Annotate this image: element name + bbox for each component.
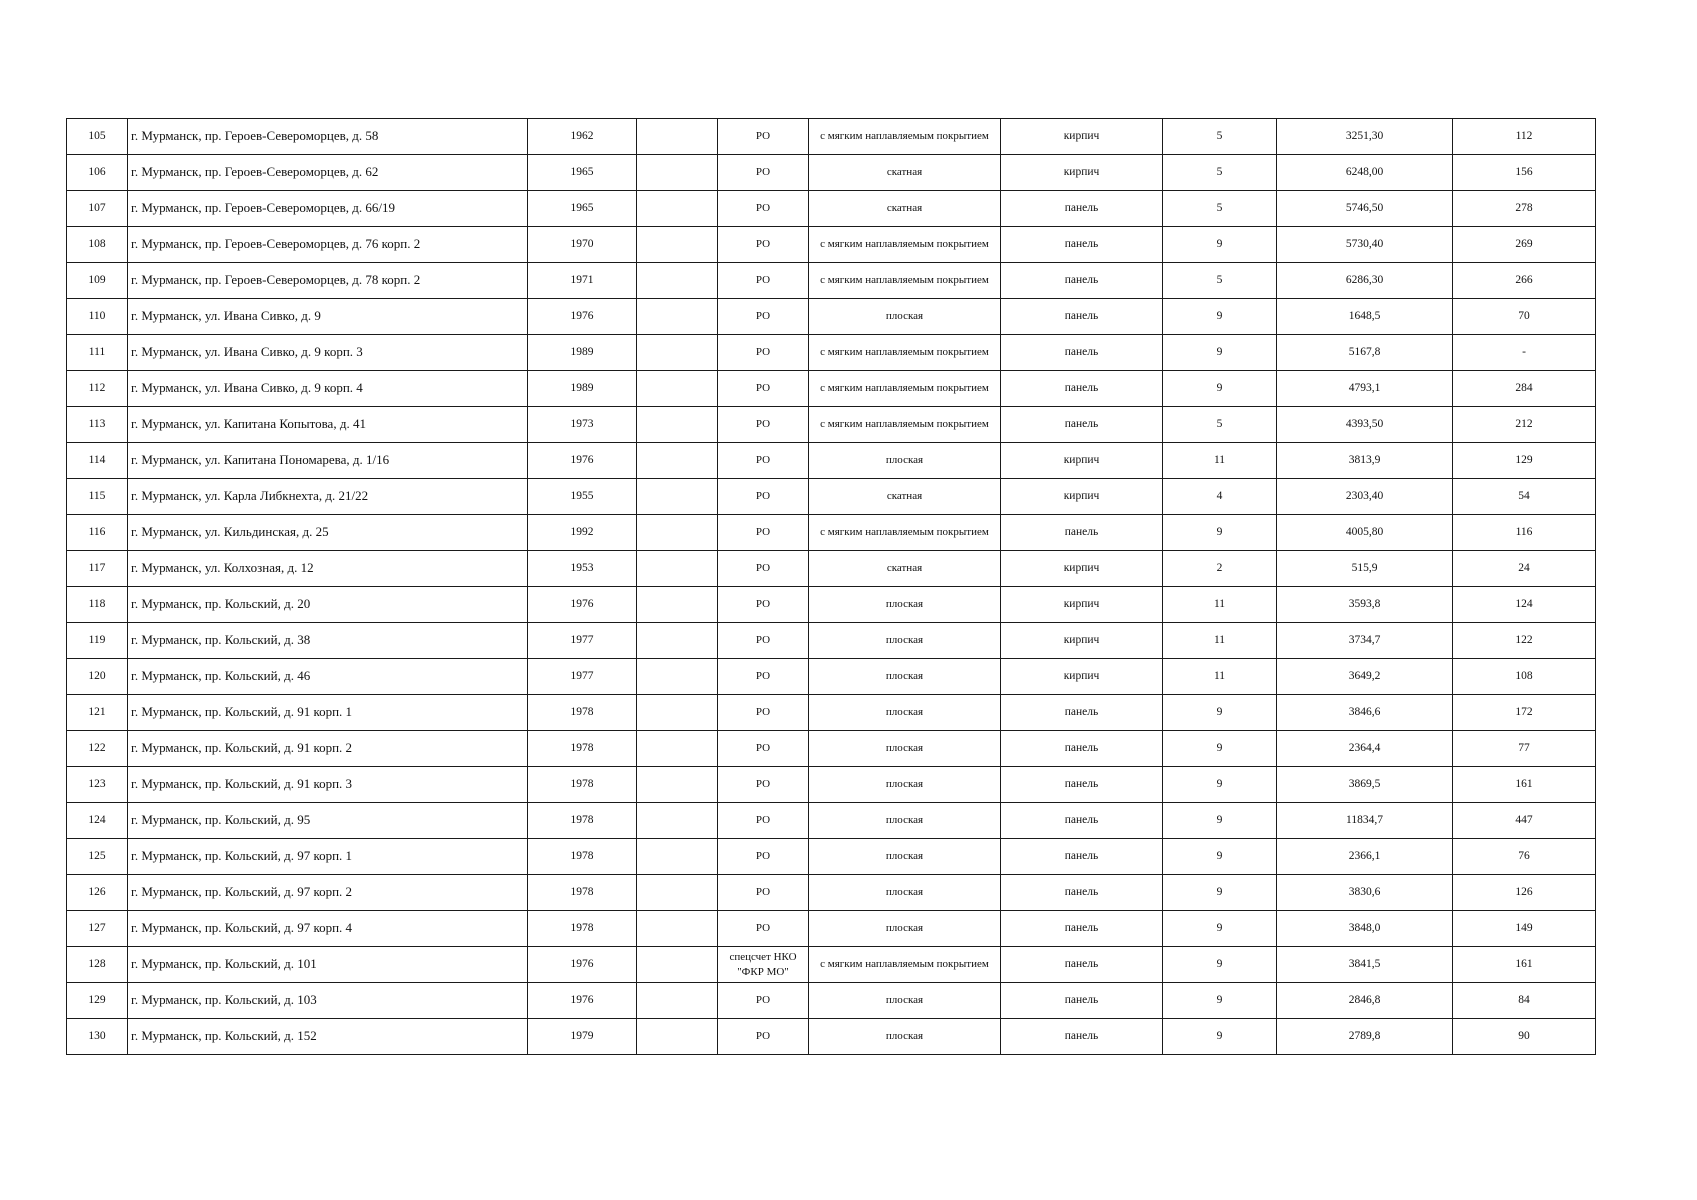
table-row (67, 119, 1596, 155)
wall-material-cell: кирпич (1001, 623, 1163, 659)
build-year-cell: 1989 (528, 335, 637, 371)
fund-method-cell: РО (718, 227, 809, 263)
build-year-cell: 1976 (528, 983, 637, 1019)
residents-cell: 126 (1453, 875, 1596, 911)
row-number-cell: 120 (67, 659, 128, 695)
floors-cell: 5 (1163, 407, 1277, 443)
fund-method-cell: РО (718, 191, 809, 227)
residents-cell: 54 (1453, 479, 1596, 515)
roof-type-cell: плоская (809, 659, 1001, 695)
empty-cell (637, 299, 718, 335)
address-cell: г. Мурманск, пр. Кольский, д. 91 корп. 1 (128, 695, 528, 731)
address-cell: г. Мурманск, пр. Кольский, д. 152 (128, 1019, 528, 1055)
table-row (67, 587, 1596, 623)
table-row (67, 515, 1596, 551)
floors-cell: 9 (1163, 515, 1277, 551)
address-cell: г. Мурманск, пр. Кольский, д. 46 (128, 659, 528, 695)
area-cell: 2789,8 (1277, 1019, 1453, 1055)
area-cell: 4005,80 (1277, 515, 1453, 551)
table-row (67, 947, 1596, 983)
address-cell: г. Мурманск, ул. Колхозная, д. 12 (128, 551, 528, 587)
floors-cell: 5 (1163, 155, 1277, 191)
address-cell: г. Мурманск, пр. Кольский, д. 20 (128, 587, 528, 623)
wall-material-cell: панель (1001, 371, 1163, 407)
row-number-cell: 110 (67, 299, 128, 335)
row-number-cell: 119 (67, 623, 128, 659)
row-number-cell: 105 (67, 119, 128, 155)
floors-cell: 11 (1163, 623, 1277, 659)
table-row (67, 803, 1596, 839)
row-number-cell: 115 (67, 479, 128, 515)
floors-cell: 9 (1163, 227, 1277, 263)
row-number-cell: 113 (67, 407, 128, 443)
roof-type-cell: плоская (809, 767, 1001, 803)
area-cell: 3848,0 (1277, 911, 1453, 947)
wall-material-cell: панель (1001, 263, 1163, 299)
residents-cell: 112 (1453, 119, 1596, 155)
floors-cell: 4 (1163, 479, 1277, 515)
residents-cell: 266 (1453, 263, 1596, 299)
row-number-cell: 126 (67, 875, 128, 911)
empty-cell (637, 983, 718, 1019)
address-cell: г. Мурманск, пр. Кольский, д. 97 корп. 1 (128, 839, 528, 875)
row-number-cell: 128 (67, 947, 128, 983)
roof-type-cell: с мягким наплавляемым покрытием (809, 335, 1001, 371)
wall-material-cell: панель (1001, 947, 1163, 983)
roof-type-cell: с мягким наплавляемым покрытием (809, 947, 1001, 983)
area-cell: 2303,40 (1277, 479, 1453, 515)
table-row (67, 191, 1596, 227)
fund-method-cell: спецсчет НКО "ФКР МО" (718, 947, 809, 983)
roof-type-cell: с мягким наплавляемым покрытием (809, 407, 1001, 443)
roof-type-cell: с мягким наплавляемым покрытием (809, 515, 1001, 551)
area-cell: 2366,1 (1277, 839, 1453, 875)
roof-type-cell: с мягким наплавляемым покрытием (809, 227, 1001, 263)
wall-material-cell: панель (1001, 875, 1163, 911)
fund-method-cell: РО (718, 623, 809, 659)
roof-type-cell: с мягким наплавляемым покрытием (809, 119, 1001, 155)
fund-method-cell: РО (718, 551, 809, 587)
build-year-cell: 1978 (528, 875, 637, 911)
wall-material-cell: панель (1001, 803, 1163, 839)
empty-cell (637, 335, 718, 371)
wall-material-cell: панель (1001, 335, 1163, 371)
floors-cell: 2 (1163, 551, 1277, 587)
empty-cell (637, 911, 718, 947)
build-year-cell: 1973 (528, 407, 637, 443)
table-row (67, 227, 1596, 263)
residents-cell: 108 (1453, 659, 1596, 695)
fund-method-cell: РО (718, 695, 809, 731)
empty-cell (637, 587, 718, 623)
fund-method-cell: РО (718, 335, 809, 371)
fund-method-cell: РО (718, 587, 809, 623)
table-row (67, 767, 1596, 803)
table-row (67, 155, 1596, 191)
address-cell: г. Мурманск, ул. Кильдинская, д. 25 (128, 515, 528, 551)
address-cell: г. Мурманск, пр. Кольский, д. 38 (128, 623, 528, 659)
address-cell: г. Мурманск, пр. Кольский, д. 91 корп. 3 (128, 767, 528, 803)
area-cell: 4393,50 (1277, 407, 1453, 443)
row-number-cell: 114 (67, 443, 128, 479)
wall-material-cell: панель (1001, 227, 1163, 263)
table-row (67, 839, 1596, 875)
roof-type-cell: скатная (809, 191, 1001, 227)
empty-cell (637, 227, 718, 263)
area-cell: 5746,50 (1277, 191, 1453, 227)
area-cell: 6248,00 (1277, 155, 1453, 191)
roof-type-cell: плоская (809, 875, 1001, 911)
address-cell: г. Мурманск, пр. Кольский, д. 101 (128, 947, 528, 983)
empty-cell (637, 155, 718, 191)
row-number-cell: 117 (67, 551, 128, 587)
table-row (67, 623, 1596, 659)
residents-cell: 116 (1453, 515, 1596, 551)
table-row (67, 731, 1596, 767)
residents-cell: 129 (1453, 443, 1596, 479)
wall-material-cell: панель (1001, 191, 1163, 227)
area-cell: 5730,40 (1277, 227, 1453, 263)
address-cell: г. Мурманск, ул. Капитана Пономарева, д. 1/16 (128, 443, 528, 479)
fund-method-cell: РО (718, 155, 809, 191)
fund-method-cell: РО (718, 443, 809, 479)
floors-cell: 9 (1163, 767, 1277, 803)
build-year-cell: 1970 (528, 227, 637, 263)
empty-cell (637, 515, 718, 551)
table-row (67, 407, 1596, 443)
address-cell: г. Мурманск, пр. Кольский, д. 97 корп. 4 (128, 911, 528, 947)
residents-cell: 212 (1453, 407, 1596, 443)
table-row (67, 659, 1596, 695)
residents-cell: 84 (1453, 983, 1596, 1019)
build-year-cell: 1976 (528, 947, 637, 983)
empty-cell (637, 119, 718, 155)
table-row (67, 695, 1596, 731)
row-number-cell: 129 (67, 983, 128, 1019)
table-row (67, 875, 1596, 911)
roof-type-cell: плоская (809, 839, 1001, 875)
residents-cell: 447 (1453, 803, 1596, 839)
empty-cell (637, 407, 718, 443)
residents-cell: 172 (1453, 695, 1596, 731)
wall-material-cell: панель (1001, 983, 1163, 1019)
table-row (67, 551, 1596, 587)
build-year-cell: 1976 (528, 443, 637, 479)
fund-method-cell: РО (718, 371, 809, 407)
wall-material-cell: панель (1001, 839, 1163, 875)
residents-cell: 156 (1453, 155, 1596, 191)
table-row (67, 371, 1596, 407)
fund-method-cell: РО (718, 983, 809, 1019)
empty-cell (637, 623, 718, 659)
residents-cell: 269 (1453, 227, 1596, 263)
roof-type-cell: плоская (809, 911, 1001, 947)
fund-method-cell: РО (718, 839, 809, 875)
residents-cell: - (1453, 335, 1596, 371)
build-year-cell: 1978 (528, 695, 637, 731)
build-year-cell: 1977 (528, 659, 637, 695)
floors-cell: 9 (1163, 731, 1277, 767)
residents-cell: 124 (1453, 587, 1596, 623)
build-year-cell: 1962 (528, 119, 637, 155)
row-number-cell: 122 (67, 731, 128, 767)
empty-cell (637, 443, 718, 479)
residents-cell: 161 (1453, 767, 1596, 803)
floors-cell: 9 (1163, 695, 1277, 731)
address-cell: г. Мурманск, ул. Капитана Копытова, д. 41 (128, 407, 528, 443)
empty-cell (637, 947, 718, 983)
address-cell: г. Мурманск, пр. Героев-Североморцев, д. 62 (128, 155, 528, 191)
residents-cell: 161 (1453, 947, 1596, 983)
empty-cell (637, 479, 718, 515)
fund-method-cell: РО (718, 803, 809, 839)
empty-cell (637, 767, 718, 803)
build-year-cell: 1953 (528, 551, 637, 587)
address-cell: г. Мурманск, пр. Героев-Североморцев, д. 58 (128, 119, 528, 155)
table-row (67, 911, 1596, 947)
wall-material-cell: кирпич (1001, 479, 1163, 515)
roof-type-cell: плоская (809, 803, 1001, 839)
wall-material-cell: панель (1001, 299, 1163, 335)
empty-cell (637, 875, 718, 911)
floors-cell: 5 (1163, 191, 1277, 227)
fund-method-cell: РО (718, 119, 809, 155)
fund-method-cell: РО (718, 731, 809, 767)
floors-cell: 9 (1163, 1019, 1277, 1055)
row-number-cell: 108 (67, 227, 128, 263)
residents-cell: 24 (1453, 551, 1596, 587)
area-cell: 3813,9 (1277, 443, 1453, 479)
fund-method-cell: РО (718, 515, 809, 551)
address-cell: г. Мурманск, пр. Героев-Североморцев, д. 76 корп. 2 (128, 227, 528, 263)
row-number-cell: 123 (67, 767, 128, 803)
floors-cell: 5 (1163, 263, 1277, 299)
row-number-cell: 111 (67, 335, 128, 371)
residents-cell: 122 (1453, 623, 1596, 659)
table-row (67, 299, 1596, 335)
fund-method-cell: РО (718, 479, 809, 515)
area-cell: 6286,30 (1277, 263, 1453, 299)
floors-cell: 9 (1163, 983, 1277, 1019)
wall-material-cell: панель (1001, 767, 1163, 803)
wall-material-cell: панель (1001, 1019, 1163, 1055)
floors-cell: 9 (1163, 335, 1277, 371)
empty-cell (637, 263, 718, 299)
build-year-cell: 1976 (528, 299, 637, 335)
area-cell: 3593,8 (1277, 587, 1453, 623)
fund-method-cell: РО (718, 263, 809, 299)
wall-material-cell: кирпич (1001, 443, 1163, 479)
floors-cell: 11 (1163, 587, 1277, 623)
table-row (67, 479, 1596, 515)
wall-material-cell: панель (1001, 731, 1163, 767)
row-number-cell: 124 (67, 803, 128, 839)
build-year-cell: 1989 (528, 371, 637, 407)
row-number-cell: 125 (67, 839, 128, 875)
build-year-cell: 1978 (528, 767, 637, 803)
row-number-cell: 112 (67, 371, 128, 407)
floors-cell: 9 (1163, 875, 1277, 911)
build-year-cell: 1979 (528, 1019, 637, 1055)
fund-method-cell: РО (718, 1019, 809, 1055)
area-cell: 2846,8 (1277, 983, 1453, 1019)
residents-cell: 70 (1453, 299, 1596, 335)
wall-material-cell: панель (1001, 695, 1163, 731)
table-row (67, 443, 1596, 479)
empty-cell (637, 803, 718, 839)
row-number-cell: 130 (67, 1019, 128, 1055)
address-cell: г. Мурманск, пр. Кольский, д. 95 (128, 803, 528, 839)
roof-type-cell: плоская (809, 623, 1001, 659)
wall-material-cell: панель (1001, 407, 1163, 443)
document-page (66, 118, 1595, 1055)
area-cell: 3841,5 (1277, 947, 1453, 983)
address-cell: г. Мурманск, пр. Героев-Североморцев, д. 66/19 (128, 191, 528, 227)
floors-cell: 9 (1163, 371, 1277, 407)
row-number-cell: 127 (67, 911, 128, 947)
address-cell: г. Мурманск, пр. Кольский, д. 91 корп. 2 (128, 731, 528, 767)
residents-cell: 278 (1453, 191, 1596, 227)
row-number-cell: 109 (67, 263, 128, 299)
floors-cell: 9 (1163, 947, 1277, 983)
row-number-cell: 116 (67, 515, 128, 551)
row-number-cell: 121 (67, 695, 128, 731)
wall-material-cell: кирпич (1001, 659, 1163, 695)
build-year-cell: 1965 (528, 155, 637, 191)
wall-material-cell: кирпич (1001, 587, 1163, 623)
floors-cell: 5 (1163, 119, 1277, 155)
empty-cell (637, 731, 718, 767)
wall-material-cell: кирпич (1001, 155, 1163, 191)
empty-cell (637, 659, 718, 695)
empty-cell (637, 191, 718, 227)
residents-cell: 76 (1453, 839, 1596, 875)
empty-cell (637, 695, 718, 731)
fund-method-cell: РО (718, 407, 809, 443)
floors-cell: 9 (1163, 803, 1277, 839)
roof-type-cell: плоская (809, 299, 1001, 335)
empty-cell (637, 839, 718, 875)
empty-cell (637, 371, 718, 407)
fund-method-cell: РО (718, 767, 809, 803)
wall-material-cell: кирпич (1001, 551, 1163, 587)
address-cell: г. Мурманск, пр. Кольский, д. 103 (128, 983, 528, 1019)
table-body (67, 119, 1596, 1055)
build-year-cell: 1977 (528, 623, 637, 659)
build-year-cell: 1992 (528, 515, 637, 551)
roof-type-cell: плоская (809, 983, 1001, 1019)
area-cell: 3846,6 (1277, 695, 1453, 731)
floors-cell: 11 (1163, 443, 1277, 479)
roof-type-cell: плоская (809, 1019, 1001, 1055)
roof-type-cell: скатная (809, 479, 1001, 515)
table-row (67, 1019, 1596, 1055)
fund-method-cell: РО (718, 911, 809, 947)
roof-type-cell: с мягким наплавляемым покрытием (809, 371, 1001, 407)
fund-method-cell: РО (718, 875, 809, 911)
build-year-cell: 1971 (528, 263, 637, 299)
wall-material-cell: панель (1001, 515, 1163, 551)
roof-type-cell: с мягким наплавляемым покрытием (809, 263, 1001, 299)
residents-cell: 77 (1453, 731, 1596, 767)
fund-method-cell: РО (718, 299, 809, 335)
area-cell: 3734,7 (1277, 623, 1453, 659)
empty-cell (637, 551, 718, 587)
floors-cell: 9 (1163, 299, 1277, 335)
wall-material-cell: панель (1001, 911, 1163, 947)
area-cell: 3251,30 (1277, 119, 1453, 155)
residents-cell: 149 (1453, 911, 1596, 947)
roof-type-cell: скатная (809, 155, 1001, 191)
address-cell: г. Мурманск, ул. Ивана Сивко, д. 9 корп. 3 (128, 335, 528, 371)
roof-type-cell: плоская (809, 695, 1001, 731)
table-row (67, 335, 1596, 371)
roof-type-cell: плоская (809, 587, 1001, 623)
build-year-cell: 1965 (528, 191, 637, 227)
fund-method-cell: РО (718, 659, 809, 695)
empty-cell (637, 1019, 718, 1055)
housing-register-table (66, 118, 1596, 1055)
build-year-cell: 1978 (528, 911, 637, 947)
build-year-cell: 1976 (528, 587, 637, 623)
row-number-cell: 118 (67, 587, 128, 623)
area-cell: 3649,2 (1277, 659, 1453, 695)
address-cell: г. Мурманск, ул. Ивана Сивко, д. 9 (128, 299, 528, 335)
table-row (67, 983, 1596, 1019)
area-cell: 3830,6 (1277, 875, 1453, 911)
address-cell: г. Мурманск, ул. Карла Либкнехта, д. 21/22 (128, 479, 528, 515)
address-cell: г. Мурманск, пр. Кольский, д. 97 корп. 2 (128, 875, 528, 911)
area-cell: 515,9 (1277, 551, 1453, 587)
area-cell: 5167,8 (1277, 335, 1453, 371)
build-year-cell: 1955 (528, 479, 637, 515)
area-cell: 3869,5 (1277, 767, 1453, 803)
build-year-cell: 1978 (528, 803, 637, 839)
area-cell: 11834,7 (1277, 803, 1453, 839)
roof-type-cell: плоская (809, 443, 1001, 479)
floors-cell: 9 (1163, 911, 1277, 947)
build-year-cell: 1978 (528, 839, 637, 875)
floors-cell: 11 (1163, 659, 1277, 695)
residents-cell: 90 (1453, 1019, 1596, 1055)
address-cell: г. Мурманск, пр. Героев-Североморцев, д. 78 корп. 2 (128, 263, 528, 299)
address-cell: г. Мурманск, ул. Ивана Сивко, д. 9 корп. 4 (128, 371, 528, 407)
build-year-cell: 1978 (528, 731, 637, 767)
row-number-cell: 107 (67, 191, 128, 227)
residents-cell: 284 (1453, 371, 1596, 407)
row-number-cell: 106 (67, 155, 128, 191)
area-cell: 2364,4 (1277, 731, 1453, 767)
table-row (67, 263, 1596, 299)
area-cell: 1648,5 (1277, 299, 1453, 335)
area-cell: 4793,1 (1277, 371, 1453, 407)
roof-type-cell: скатная (809, 551, 1001, 587)
roof-type-cell: плоская (809, 731, 1001, 767)
wall-material-cell: кирпич (1001, 119, 1163, 155)
floors-cell: 9 (1163, 839, 1277, 875)
